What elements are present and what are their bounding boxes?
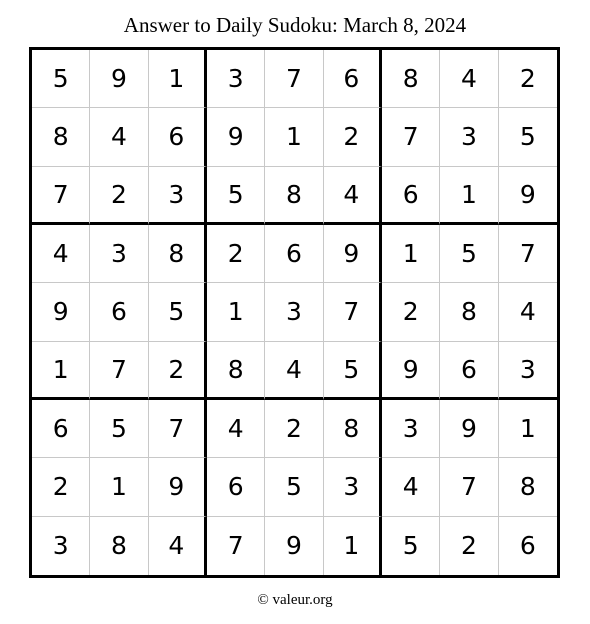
sudoku-cell: 4: [440, 50, 498, 108]
sudoku-cell: 2: [382, 283, 440, 341]
sudoku-cell: 4: [265, 342, 323, 400]
sudoku-cell: 3: [499, 342, 557, 400]
sudoku-cell: 9: [440, 400, 498, 458]
sudoku-cell: 6: [519, 531, 536, 561]
sudoku-cell: 9: [499, 167, 557, 225]
sudoku-cell: 9: [265, 517, 323, 575]
sudoku-cell: 1: [32, 342, 90, 400]
sudoku-cell: 4: [499, 283, 557, 341]
sudoku-cell: 1: [207, 283, 265, 341]
sudoku-cell: 6: [149, 108, 207, 166]
sudoku-cell: 1: [324, 517, 382, 575]
sudoku-cell: 4: [90, 108, 148, 166]
sudoku-cell: 6: [32, 400, 90, 458]
sudoku-cell: 1: [90, 458, 148, 516]
sudoku-cell: 4: [207, 400, 265, 458]
sudoku-cell: 7: [207, 517, 265, 575]
sudoku-cell: 9: [149, 458, 207, 516]
sudoku-cell: 2: [499, 50, 557, 108]
sudoku-cell: 7: [149, 400, 207, 458]
sudoku-cell: 3: [324, 458, 382, 516]
sudoku-cell: 5: [265, 458, 323, 516]
sudoku-cell: 8: [265, 167, 323, 225]
sudoku-cell: 5: [207, 167, 265, 225]
sudoku-cell: 1: [149, 50, 207, 108]
sudoku-cell: 5: [149, 283, 207, 341]
sudoku-cell: 2: [440, 517, 498, 575]
sudoku-cell: 5: [324, 342, 382, 400]
sudoku-cell: 7: [440, 458, 498, 516]
sudoku-cell: 5: [32, 50, 90, 108]
sudoku-cell: 2: [265, 400, 323, 458]
sudoku-cell: 7: [499, 225, 557, 283]
sudoku-cell: 5: [499, 108, 557, 166]
sudoku-cell: 6: [207, 458, 265, 516]
sudoku-cell: 3: [382, 400, 440, 458]
sudoku-cell: 8: [207, 342, 265, 400]
sudoku-cell: 2: [90, 167, 148, 225]
sudoku-cell: 9: [207, 108, 265, 166]
sudoku-cell: 9: [382, 342, 440, 400]
sudoku-board: [29, 47, 560, 578]
sudoku-cell: 8: [382, 50, 440, 108]
sudoku-cell: 1: [440, 167, 498, 225]
sudoku-cell: 3: [32, 517, 90, 575]
sudoku-cell: 2: [32, 458, 90, 516]
sudoku-cell: 6: [265, 225, 323, 283]
sudoku-cell: 2: [324, 108, 382, 166]
sudoku-cell: 7: [324, 283, 382, 341]
sudoku-cell: 5: [382, 517, 440, 575]
sudoku-cell: 3: [149, 167, 207, 225]
sudoku-cell: 2: [207, 225, 265, 283]
sudoku-cell: 3: [207, 50, 265, 108]
sudoku-cell: 8: [440, 283, 498, 341]
sudoku-cell: 8: [90, 517, 148, 575]
sudoku-cell: 9: [32, 283, 90, 341]
sudoku-cell: 4: [32, 225, 90, 283]
sudoku-cell: 7: [90, 342, 148, 400]
sudoku-cell: 7: [265, 50, 323, 108]
sudoku-cell: 5: [440, 225, 498, 283]
sudoku-cell: 4: [149, 517, 207, 575]
sudoku-cell: 7: [382, 108, 440, 166]
copyright-footer: © valeur.org: [257, 592, 333, 608]
sudoku-cell: 6: [440, 342, 498, 400]
sudoku-cell: 3: [440, 108, 498, 166]
sudoku-cell: 7: [32, 167, 90, 225]
sudoku-cell: 6: [382, 167, 440, 225]
sudoku-cell: 3: [265, 283, 323, 341]
sudoku-cell: 1: [265, 108, 323, 166]
sudoku-cell: 8: [32, 108, 90, 166]
sudoku-cell: 2: [149, 342, 207, 400]
sudoku-cell: 8: [324, 400, 382, 458]
sudoku-cell: 9: [324, 225, 382, 283]
sudoku-cell: 4: [324, 167, 382, 225]
puzzle-title: Answer to Daily Sudoku: March 8, 2024: [123, 13, 467, 37]
sudoku-cell: 9: [90, 50, 148, 108]
sudoku-cell: 8: [499, 458, 557, 516]
sudoku-cell: 1: [499, 400, 557, 458]
sudoku-cell: 5: [90, 400, 148, 458]
sudoku-cell: 6: [90, 283, 148, 341]
sudoku-cell: 3: [90, 225, 148, 283]
sudoku-cell: 6: [324, 50, 382, 108]
sudoku-cell: 4: [382, 458, 440, 516]
sudoku-cell: 8: [149, 225, 207, 283]
sudoku-cell: 1: [382, 225, 440, 283]
